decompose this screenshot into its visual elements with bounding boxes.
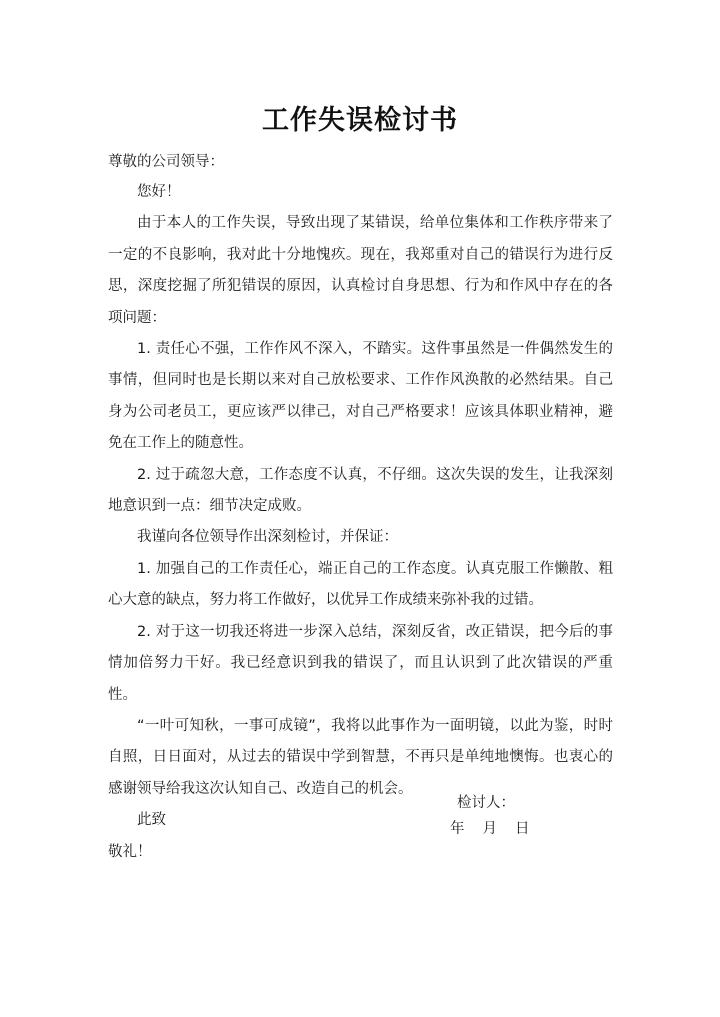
body-paragraph: 我谨向各位领导作出深刻检讨，并保证： [137,529,398,546]
date-day: 日 [515,821,530,837]
document-body [108,177,613,868]
date-year: 年 [450,821,465,837]
document-title: 工作失误检讨书 [262,105,458,136]
date-line [450,819,530,839]
body-paragraph: 2. 对于这一切我还将进一步深入总结，深刻反省，改正错误，把今后的事情加倍努力干好。我已经意识到我的错误了，而且认识到了此次错误的严重性。 [108,623,613,703]
salutation: 尊敬的公司领导： [108,154,224,170]
body-paragraph: 由于本人的工作失误，导致出现了某错误，给单位集体和工作秩序带来了一定的不良影响，我对此十分地愧疚。现在，我郑重对自己的错误行为进行反思，深度挖掘了所犯错误的原因，认真检讨自身思想、行为和作风中存在的各项问题： [108,215,613,326]
body-paragraph: 1. 加强自己的工作责任心，端正自己的工作态度。认真克服工作懒散、粗心大意的缺点，努力将工作做好，以优异工作成绩来弥补我的过错。 [108,560,613,609]
signature-label: 检讨人： [457,795,515,811]
greeting-paragraph: 您好！ [137,184,181,200]
closing-phrase: 此致 [137,812,166,829]
date-month: 月 [482,821,497,837]
closing-salute: 敬礼！ [108,843,152,860]
body-paragraph: 2. 过于疏忽大意，工作态度不认真，不仔细。这次失误的发生，让我深刻地意识到一点：细节决定成败。 [108,466,613,515]
body-paragraph: “一叶可知秋，一事可成镜”，我将以此事作为一面明镜，以此为鉴，时时自照，日日面对，从过去的错误中学到智慧，不再只是单纯地懊悔。也衷心的感谢领导给我这次认知自己、改造自己的机会。 [108,717,613,797]
body-paragraph: 1. 责任心不强，工作作风不深入，不踏实。这件事虽然是一件偶然发生的事情，但同时也是长期以来对自己放松要求、工作作风涣散的必然结果。自己身为公司老员工，更应该严以律己，对自己严格要求！应该具体职业精神，避免在工作上的随意性。 [108,341,613,452]
